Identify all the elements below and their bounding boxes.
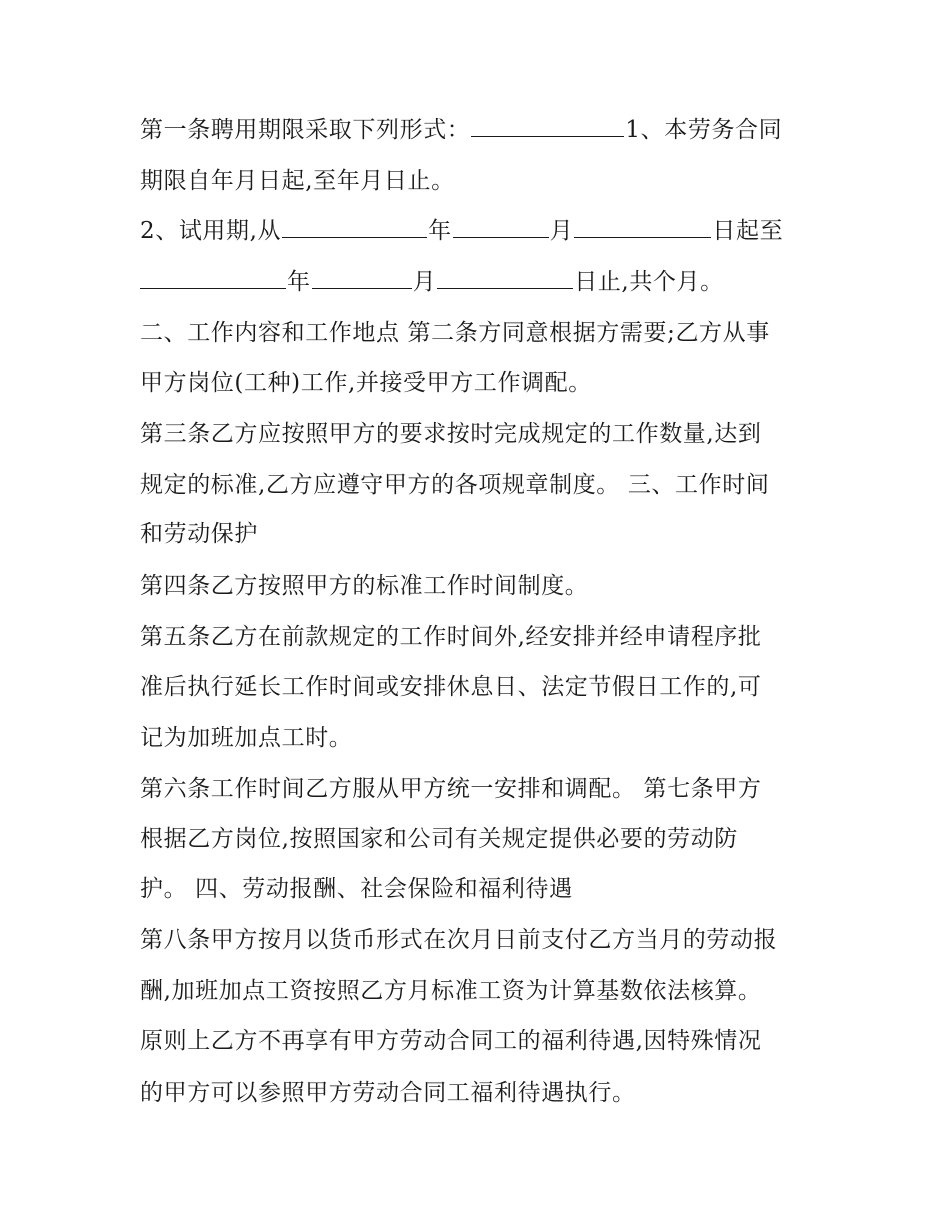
- text-line: 的甲方可以参照甲方劳动合同工福利待遇执行。: [140, 1080, 636, 1106]
- text-line: 期限自年月日起,至年月日止。: [140, 168, 455, 194]
- text-line: 二、工作内容和工作地点 第二条方同意根据方需要;乙方从事: [140, 320, 770, 346]
- text-line: 和劳动保护: [140, 521, 258, 547]
- line-text: 第一条聘用期限采取下列形式：: [140, 117, 471, 143]
- text-line: 记为加班加点工时。: [140, 725, 353, 751]
- line-text: 1、本劳务合同: [625, 117, 783, 143]
- text-line: 第三条乙方应按照甲方的要求按时完成规定的工作数量,达到: [140, 421, 762, 447]
- text-line: [140, 211, 783, 251]
- text-line: 护。 四、劳动报酬、社会保险和福利待遇: [140, 876, 573, 902]
- text-line: 第四条乙方按照甲方的标准工作时间制度。: [140, 573, 589, 599]
- line-text: 日止,共个月。: [574, 269, 724, 295]
- text-line: 第六条工作时间乙方服从甲方统一安排和调配。 第七条甲方: [140, 776, 762, 802]
- line-text: 2、试用期,从: [140, 218, 282, 244]
- text-line: [140, 110, 782, 150]
- text-line: 规定的标准,乙方应遵守甲方的各项规章制度。 三、工作时间: [140, 472, 770, 498]
- text-line: 第五条乙方在前款规定的工作时间外,经安排并经申请程序批: [140, 624, 762, 650]
- text-line: 第八条甲方按月以货币形式在次月日前支付乙方当月的劳动报: [140, 927, 778, 953]
- text-line: 酬,加班加点工资按照乙方月标准工资为计算基数依法核算。: [140, 978, 762, 1004]
- fill-in-blank: [453, 211, 549, 238]
- text-line: 根据乙方岗位,按照国家和公司有关规定提供必要的劳动防: [140, 826, 738, 852]
- line-text: 月: [412, 269, 437, 295]
- text-line: 甲方岗位(工种)工作,并接受甲方工作调配。: [140, 370, 592, 396]
- line-text: 年: [428, 218, 452, 244]
- line-text: 年: [287, 269, 311, 295]
- line-text: 月: [549, 218, 574, 244]
- text-line: 原则上乙方不再享有甲方劳动合同工的福利待遇,因特殊情况: [140, 1028, 762, 1054]
- fill-in-blank: [282, 211, 427, 238]
- fill-in-blank: [574, 211, 711, 238]
- fill-in-blank: [312, 262, 412, 289]
- fill-in-blank: [140, 262, 286, 289]
- text-line: 准后执行延长工作时间或安排休息日、法定节假日工作的,可: [140, 674, 762, 700]
- fill-in-blank: [471, 110, 624, 137]
- fill-in-blank: [437, 262, 573, 289]
- text-line: [140, 262, 724, 302]
- line-text: 日起至: [712, 218, 784, 244]
